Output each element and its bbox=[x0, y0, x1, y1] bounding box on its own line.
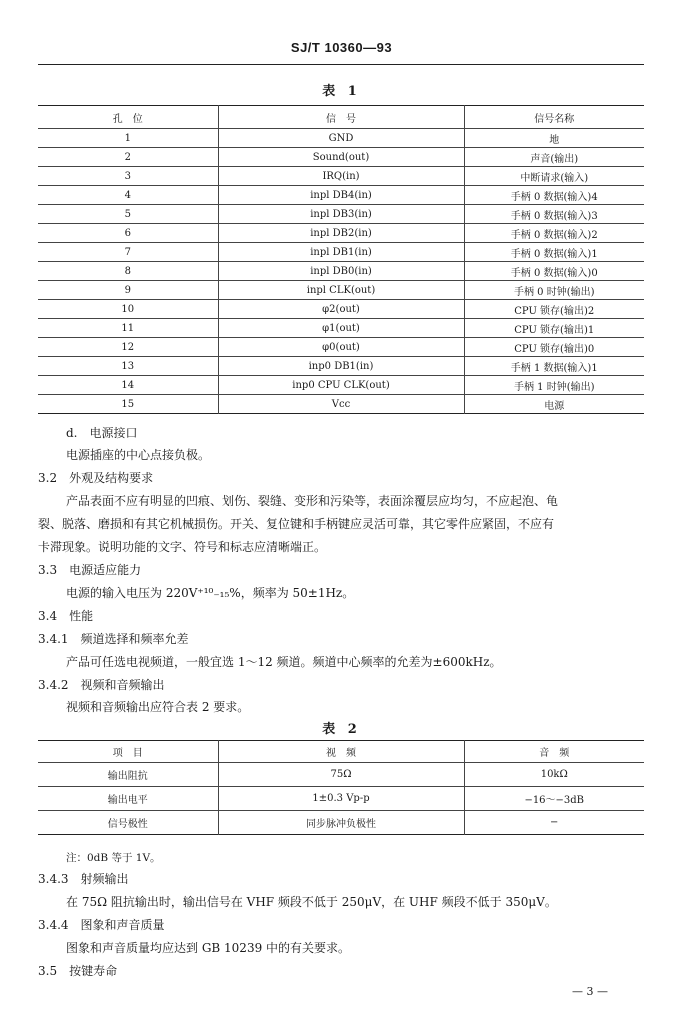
table-row bbox=[38, 787, 644, 811]
table-cell: 5 bbox=[124, 208, 131, 220]
table-row bbox=[38, 281, 644, 300]
table-row bbox=[38, 300, 644, 319]
item-column-header: 项 目 bbox=[112, 748, 143, 759]
table-cell: 手柄 0 数据(输入)2 bbox=[464, 224, 644, 243]
table-cell: 输出阻抗 bbox=[107, 771, 148, 782]
table-cell: 9 bbox=[124, 284, 131, 296]
section-3-3-text: 电源的输入电压为 220V⁺¹⁰₋₁₅%，频率为 50±1Hz。 bbox=[66, 586, 355, 600]
table-cell: 声音(输出) bbox=[464, 148, 644, 167]
table-row bbox=[38, 763, 644, 787]
table-cell: 同步脉冲负极性 bbox=[218, 811, 464, 835]
section-3-2-para-line3: 卡滞现象。说明功能的文字、符号和标志应清晰端正。 bbox=[38, 540, 327, 554]
table-cell: − bbox=[464, 811, 644, 835]
standard-number-header: SJ/T 10360—93 bbox=[290, 40, 393, 55]
table-cell: 8 bbox=[124, 265, 131, 277]
table-cell: 2 bbox=[124, 151, 131, 163]
table-row bbox=[38, 811, 644, 835]
table-row bbox=[38, 338, 644, 357]
table-cell: 1 bbox=[124, 132, 131, 144]
table-cell: 手柄 1 时钟(输出) bbox=[464, 376, 644, 395]
table-cell: Sound(out) bbox=[218, 148, 464, 167]
table-cell: inpl DB3(in) bbox=[218, 205, 464, 224]
table-cell: 输出电平 bbox=[107, 795, 148, 806]
table-cell: 4 bbox=[124, 189, 131, 201]
table-cell: 手柄 0 数据(输入)1 bbox=[464, 243, 644, 262]
connector-pin-table bbox=[38, 105, 644, 414]
audio-column-header: 音 频 bbox=[464, 741, 644, 763]
table1-caption: 表 1 bbox=[322, 84, 361, 99]
section-3-4-title: 3.4 性能 bbox=[38, 609, 94, 623]
table-cell: −16～−3dB bbox=[464, 787, 644, 811]
table-cell: IRQ(in) bbox=[218, 167, 464, 186]
table-cell: 12 bbox=[121, 341, 135, 353]
table-row bbox=[38, 167, 644, 186]
table-cell: 手柄 0 数据(输入)0 bbox=[464, 262, 644, 281]
table-cell: 7 bbox=[124, 246, 131, 258]
table-cell: CPU 锁存(输出)0 bbox=[464, 338, 644, 357]
table-cell: inpl DB1(in) bbox=[218, 243, 464, 262]
table-cell: 中断请求(输入) bbox=[464, 167, 644, 186]
table-cell: inpl CLK(out) bbox=[218, 281, 464, 300]
table2-note: 注：0dB 等于 1V。 bbox=[66, 852, 161, 864]
table-row bbox=[38, 357, 644, 376]
section-3-4-4-title: 3.4.4 图象和声音质量 bbox=[38, 918, 165, 932]
table-cell: 11 bbox=[121, 322, 135, 334]
table-cell: 3 bbox=[124, 170, 131, 182]
table-cell: inpl DB0(in) bbox=[218, 262, 464, 281]
header-rule bbox=[38, 64, 644, 65]
table-cell: 6 bbox=[124, 227, 131, 239]
table-cell: 手柄 0 数据(输入)4 bbox=[464, 186, 644, 205]
table-cell: 14 bbox=[121, 379, 135, 391]
table-cell: 15 bbox=[121, 398, 135, 410]
table-row bbox=[38, 376, 644, 395]
table-row bbox=[38, 148, 644, 167]
page-number: — 3 — bbox=[572, 985, 608, 998]
table-cell: inp0 CPU CLK(out) bbox=[218, 376, 464, 395]
table-cell: 地 bbox=[464, 129, 644, 148]
table-cell: Vcc bbox=[218, 395, 464, 414]
pin-column-header: 孔 位 bbox=[112, 113, 143, 125]
signal-column-header: 信 号 bbox=[218, 106, 464, 129]
table-cell: 10 bbox=[121, 303, 135, 315]
section-3-4-4-text: 图象和声音质量均应达到 GB 10239 中的有关要求。 bbox=[66, 941, 351, 955]
table-cell: 手柄 0 时钟(输出) bbox=[464, 281, 644, 300]
item-d-text: 电源插座的中心点接负极。 bbox=[66, 448, 211, 462]
table-row bbox=[38, 224, 644, 243]
section-3-2-para-line2: 裂、脱落、磨损和有其它机械损伤。开关、复位键和手柄键应灵活可靠，其它零件应紧固，不应有 bbox=[38, 517, 555, 531]
signal-name-column-header: 信号名称 bbox=[464, 106, 644, 129]
table-cell: GND bbox=[218, 129, 464, 148]
table-row bbox=[38, 129, 644, 148]
video-column-header: 视 频 bbox=[218, 741, 464, 763]
section-3-5-title: 3.5 按键寿命 bbox=[38, 964, 118, 978]
table-cell: CPU 锁存(输出)1 bbox=[464, 319, 644, 338]
table-cell: 手柄 0 数据(输入)3 bbox=[464, 205, 644, 224]
table-cell: CPU 锁存(输出)2 bbox=[464, 300, 644, 319]
table-cell: inpl DB2(in) bbox=[218, 224, 464, 243]
item-d-label: d. 电源接口 bbox=[66, 426, 138, 440]
section-3-4-1-text: 产品可任选电视频道，一般宜选 1～12 频道。频道中心频率的允差为±600kHz。 bbox=[66, 655, 502, 669]
table-row bbox=[38, 319, 644, 338]
section-3-4-3-text: 在 75Ω 阻抗输出时，输出信号在 VHF 频段不低于 250μV，在 UHF 频段不低于 350μV。 bbox=[66, 895, 557, 909]
section-3-2-title: 3.2 外观及结构要求 bbox=[38, 471, 154, 485]
table-row bbox=[38, 262, 644, 281]
section-3-4-1-title: 3.4.1 频道选择和频率允差 bbox=[38, 632, 189, 646]
section-3-4-2-title: 3.4.2 视频和音频输出 bbox=[38, 678, 165, 692]
table-cell: 13 bbox=[121, 360, 135, 372]
table-cell: 电源 bbox=[464, 395, 644, 414]
table-cell: 1±0.3 Vp-p bbox=[218, 787, 464, 811]
section-3-2-para-line1: 产品表面不应有明显的凹痕、划伤、裂缝、变形和污染等，表面涂覆层应均匀，不应起泡、龟 bbox=[66, 494, 559, 508]
table-cell: φ1(out) bbox=[218, 319, 464, 338]
table-cell: 手柄 1 数据(输入)1 bbox=[464, 357, 644, 376]
section-3-4-3-title: 3.4.3 射频输出 bbox=[38, 872, 129, 886]
table-cell: 75Ω bbox=[218, 763, 464, 787]
section-3-4-2-text: 视频和音频输出应符合表 2 要求。 bbox=[66, 700, 250, 714]
table-cell: inp0 DB1(in) bbox=[218, 357, 464, 376]
section-3-3-title: 3.3 电源适应能力 bbox=[38, 563, 142, 577]
table-cell: 10kΩ bbox=[464, 763, 644, 787]
table-cell: φ0(out) bbox=[218, 338, 464, 357]
table-row bbox=[38, 243, 644, 262]
table-row bbox=[38, 395, 644, 414]
table2-caption: 表 2 bbox=[322, 722, 361, 737]
table-row bbox=[38, 205, 644, 224]
table-cell: inpl DB4(in) bbox=[218, 186, 464, 205]
table-cell: φ2(out) bbox=[218, 300, 464, 319]
table-row bbox=[38, 186, 644, 205]
av-output-table bbox=[38, 740, 644, 835]
table-cell: 信号极性 bbox=[107, 819, 148, 830]
